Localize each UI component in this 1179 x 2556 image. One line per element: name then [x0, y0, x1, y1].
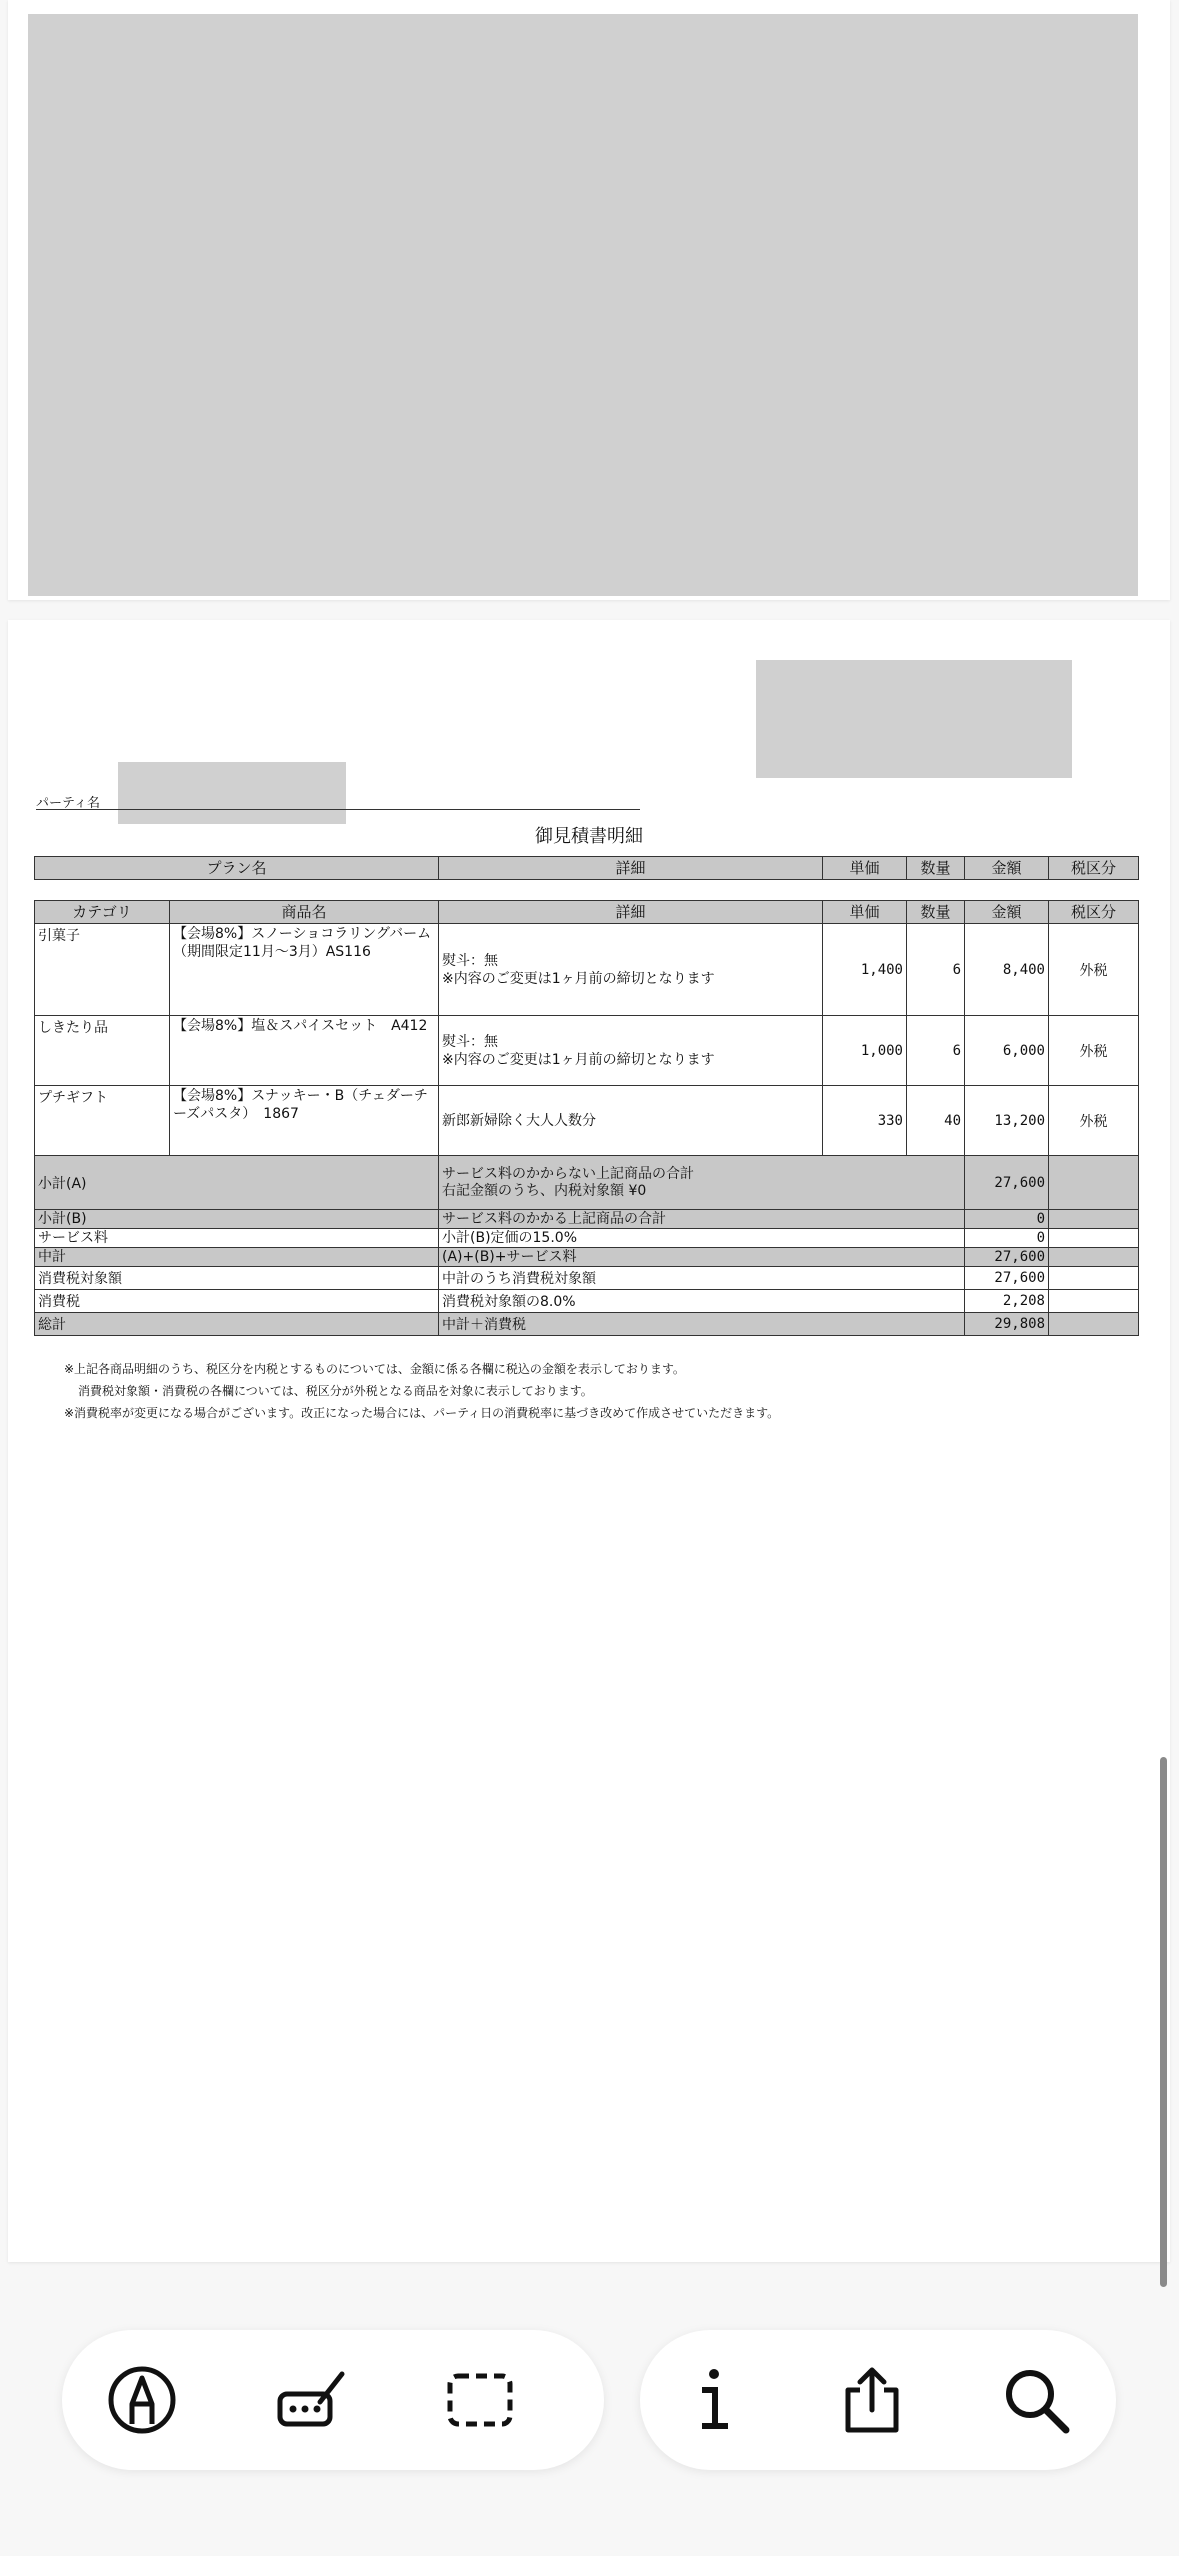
- signature-icon: [276, 2364, 348, 2436]
- selection-icon: [444, 2364, 516, 2436]
- header-amount: 金額: [965, 857, 1049, 880]
- subtotal-b-desc: サービス料のかかる上記商品の合計: [439, 1210, 965, 1229]
- header-category: カテゴリ: [35, 901, 170, 924]
- taxable-row: [35, 1267, 1139, 1290]
- markup-button[interactable]: [102, 2360, 182, 2440]
- toolbar-right-group: [640, 2330, 1116, 2470]
- markup-icon: [106, 2364, 178, 2436]
- subtotal-b-label: 小計(B): [35, 1210, 439, 1229]
- table-row: [35, 1086, 1139, 1156]
- tax-desc: 消費税対象額の8.0%: [439, 1290, 965, 1313]
- total-row: [35, 1313, 1139, 1336]
- item-name: 【会場8%】塩＆スパイスセット A412: [170, 1016, 439, 1086]
- midtotal-desc: (A)+(B)+サービス料: [439, 1248, 965, 1267]
- midtotal-value: 27,600: [965, 1248, 1049, 1267]
- footnote-1: ※上記各商品明細のうち、税区分を内税とするものについては、金額に係る各欄に税込の金額を表示しております。: [64, 1362, 685, 1376]
- midtotal-row: [35, 1248, 1139, 1267]
- toolbar-left-group: [62, 2330, 604, 2470]
- total-desc: 中計＋消費税: [439, 1313, 965, 1336]
- item-detail-line2: ※内容のご変更は1ヶ月前の締切となります: [442, 970, 715, 987]
- items-header-row: [35, 901, 1139, 924]
- service-label: サービス料: [35, 1229, 439, 1248]
- total-label: 総計: [35, 1313, 439, 1336]
- item-detail-line1: 熨斗：無: [442, 952, 498, 969]
- service-value: 0: [965, 1229, 1049, 1248]
- item-detail-line1: 熨斗：無: [442, 1033, 498, 1050]
- subtotal-a-value: 27,600: [965, 1156, 1049, 1210]
- service-row: [35, 1229, 1139, 1248]
- header-detail: 詳細: [439, 857, 823, 880]
- plan-table: [34, 856, 1139, 880]
- subtotal-b-row: [35, 1210, 1139, 1229]
- subtotal-a-desc-line1: サービス料のかからない上記商品の合計: [442, 1165, 694, 1182]
- item-tax: 外税: [1049, 924, 1139, 1016]
- taxable-desc: 中計のうち消費税対象額: [439, 1267, 965, 1290]
- header-amount: 金額: [965, 901, 1049, 924]
- item-detail: [439, 1086, 823, 1156]
- footnotes: [64, 1358, 779, 1424]
- selection-button[interactable]: [440, 2360, 520, 2440]
- header-qty: 数量: [907, 857, 965, 880]
- item-qty: 40: [907, 1086, 965, 1156]
- header-qty: 数量: [907, 901, 965, 924]
- share-icon: [836, 2364, 908, 2436]
- footnote-2: 消費税対象額・消費税の各欄については、税区分が外税となる商品を対象に表示しております。: [78, 1384, 593, 1398]
- header-price: 単価: [823, 857, 907, 880]
- header-tax: 税区分: [1049, 857, 1139, 880]
- vertical-scrollbar[interactable]: [1160, 1757, 1167, 2287]
- item-name: 【会場8%】スノーショコラリングバーム（期間限定11月～3月）AS116: [170, 924, 439, 1016]
- search-button[interactable]: [996, 2360, 1076, 2440]
- item-qty: 6: [907, 1016, 965, 1086]
- header-product-name: 商品名: [170, 901, 439, 924]
- item-detail-line1: 新郎新婦除く大人人数分: [442, 1112, 596, 1129]
- party-name-label: パーティ名: [36, 796, 100, 811]
- item-tax: 外税: [1049, 1086, 1139, 1156]
- subtotal-a-label: 小計(A): [35, 1156, 439, 1210]
- party-name-underline: [36, 809, 640, 810]
- item-price: 1,400: [823, 924, 907, 1016]
- subtotal-b-value: 0: [965, 1210, 1049, 1229]
- info-button[interactable]: [672, 2360, 752, 2440]
- item-category: プチギフト: [35, 1086, 170, 1156]
- item-detail: [439, 924, 823, 1016]
- table-row: [35, 1016, 1139, 1086]
- subtotal-a-row: [35, 1156, 1139, 1210]
- redacted-logo: [756, 660, 1072, 778]
- subtotal-a-desc: [439, 1156, 965, 1210]
- document-page-2: [8, 620, 1170, 2262]
- share-button[interactable]: [832, 2360, 912, 2440]
- item-tax: 外税: [1049, 1016, 1139, 1086]
- redacted-area: [28, 14, 1138, 596]
- info-icon: [676, 2364, 748, 2436]
- item-price: 330: [823, 1086, 907, 1156]
- header-price: 単価: [823, 901, 907, 924]
- item-category: 引菓子: [35, 924, 170, 1016]
- item-detail-line2: ※内容のご変更は1ヶ月前の締切となります: [442, 1051, 715, 1068]
- document-title: 御見積書明細: [535, 826, 643, 847]
- taxable-label: 消費税対象額: [35, 1267, 439, 1290]
- item-detail: [439, 1016, 823, 1086]
- item-qty: 6: [907, 924, 965, 1016]
- header-tax: 税区分: [1049, 901, 1139, 924]
- total-value: 29,808: [965, 1313, 1049, 1336]
- taxable-value: 27,600: [965, 1267, 1049, 1290]
- header-plan-name: プラン名: [35, 857, 439, 880]
- signature-button[interactable]: [272, 2360, 352, 2440]
- plan-header-row: [35, 857, 1139, 880]
- midtotal-label: 中計: [35, 1248, 439, 1267]
- footnote-3: ※消費税率が変更になる場合がございます。改正になった場合には、パーティ日の消費税率に基づき改めて作成させていただきます。: [64, 1406, 780, 1420]
- table-row: [35, 924, 1139, 1016]
- document-page-1: [8, 0, 1170, 600]
- item-name: 【会場8%】スナッキー・B（チェダーチーズパスタ） 1867: [170, 1086, 439, 1156]
- item-amount: 13,200: [965, 1086, 1049, 1156]
- item-amount: 6,000: [965, 1016, 1049, 1086]
- tax-row: [35, 1290, 1139, 1313]
- item-amount: 8,400: [965, 924, 1049, 1016]
- redacted-party-name: [118, 762, 346, 824]
- tax-value: 2,208: [965, 1290, 1049, 1313]
- items-table: [34, 900, 1139, 1336]
- header-detail: 詳細: [439, 901, 823, 924]
- service-desc: 小計(B)定価の15.0%: [439, 1229, 965, 1248]
- item-price: 1,000: [823, 1016, 907, 1086]
- subtotal-a-desc-line2: 右記金額のうち、内税対象額 ¥0: [442, 1182, 647, 1199]
- item-category: しきたり品: [35, 1016, 170, 1086]
- search-icon: [1000, 2364, 1072, 2436]
- tax-label: 消費税: [35, 1290, 439, 1313]
